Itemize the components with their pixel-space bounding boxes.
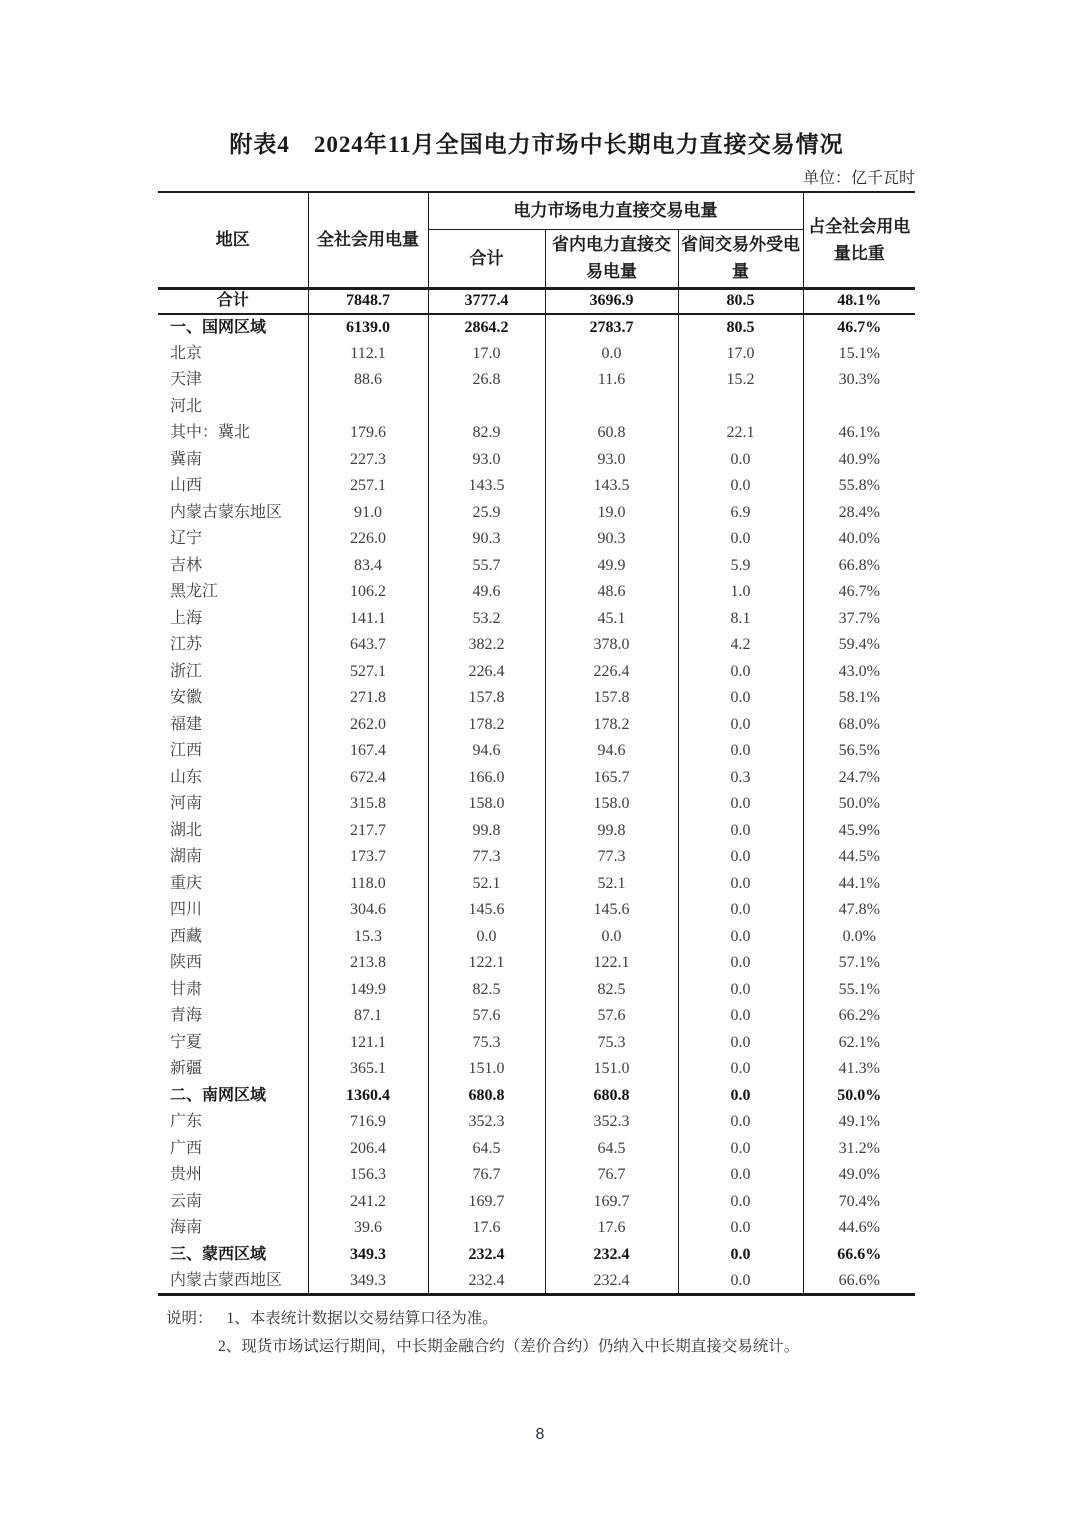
value-cell: 1.0 bbox=[678, 579, 803, 606]
value-cell: 158.0 bbox=[428, 791, 545, 818]
note-line-1 bbox=[158, 1305, 915, 1333]
value-cell bbox=[803, 394, 915, 421]
value-cell: 82.5 bbox=[545, 977, 678, 1004]
table-row bbox=[158, 1189, 915, 1216]
region-cell: 山东 bbox=[158, 765, 308, 792]
table-row bbox=[158, 553, 915, 580]
value-cell: 352.3 bbox=[545, 1109, 678, 1136]
value-cell: 217.7 bbox=[308, 818, 428, 845]
region-cell: 重庆 bbox=[158, 871, 308, 898]
value-cell: 76.7 bbox=[428, 1162, 545, 1189]
value-cell: 0.0 bbox=[678, 1162, 803, 1189]
value-cell: 0.0 bbox=[678, 712, 803, 739]
value-cell: 112.1 bbox=[308, 341, 428, 368]
value-cell: 49.1% bbox=[838, 1113, 880, 1131]
value-cell: 66.6% bbox=[838, 1271, 880, 1289]
region-cell: 黑龙江 bbox=[158, 579, 308, 606]
value-cell: 82.5 bbox=[428, 977, 545, 1004]
value-cell bbox=[428, 394, 545, 421]
value-cell: 271.8 bbox=[308, 685, 428, 712]
table-row bbox=[158, 606, 915, 633]
region-cell: 江西 bbox=[158, 738, 308, 765]
value-cell: 0.0 bbox=[678, 447, 803, 474]
value-cell: 3777.4 bbox=[428, 288, 545, 314]
value-cell: 64.5 bbox=[428, 1136, 545, 1163]
region-cell: 北京 bbox=[158, 341, 308, 368]
value-cell: 55.1% bbox=[838, 980, 880, 998]
value-cell: 62.1% bbox=[838, 1033, 880, 1051]
value-cell: 94.6 bbox=[545, 738, 678, 765]
region-cell: 河北 bbox=[158, 394, 308, 421]
value-cell: 643.7 bbox=[308, 632, 428, 659]
value-cell: 70.4% bbox=[838, 1192, 880, 1210]
value-cell: 672.4 bbox=[308, 765, 428, 792]
value-cell: 157.8 bbox=[545, 685, 678, 712]
value-cell: 59.4% bbox=[838, 636, 880, 654]
value-cell: 58.1% bbox=[838, 689, 880, 707]
value-cell: 349.3 bbox=[308, 1268, 428, 1295]
value-cell: 83.4 bbox=[308, 553, 428, 580]
table-row bbox=[158, 1003, 915, 1030]
region-cell: 河南 bbox=[158, 791, 308, 818]
value-cell: 0.0 bbox=[678, 1215, 803, 1242]
region-cell: 湖北 bbox=[158, 818, 308, 845]
value-cell: 262.0 bbox=[308, 712, 428, 739]
note-item-2: 2、现货市场试运行期间，中长期金融合约（差价合约）仍纳入中长期直接交易统计。 bbox=[218, 1338, 800, 1355]
value-cell: 93.0 bbox=[428, 447, 545, 474]
value-cell: 11.6 bbox=[545, 367, 678, 394]
document-content bbox=[158, 0, 915, 1361]
value-cell: 141.1 bbox=[308, 606, 428, 633]
value-cell: 232.4 bbox=[545, 1242, 678, 1269]
value-cell: 143.5 bbox=[545, 473, 678, 500]
region-cell: 内蒙古蒙东地区 bbox=[158, 500, 308, 527]
value-cell: 57.1% bbox=[838, 954, 880, 972]
value-cell: 241.2 bbox=[308, 1189, 428, 1216]
value-cell: 75.3 bbox=[428, 1030, 545, 1057]
value-cell: 173.7 bbox=[308, 844, 428, 871]
value-cell: 0.0 bbox=[678, 1242, 803, 1269]
value-cell: 60.8 bbox=[545, 420, 678, 447]
table-row bbox=[158, 765, 915, 792]
table-row bbox=[158, 950, 915, 977]
value-cell: 77.3 bbox=[545, 844, 678, 871]
region-cell: 海南 bbox=[158, 1215, 308, 1242]
value-cell: 167.4 bbox=[308, 738, 428, 765]
region-cell: 吉林 bbox=[158, 553, 308, 580]
value-cell: 0.0 bbox=[678, 1083, 803, 1110]
table-row bbox=[158, 897, 915, 924]
region-cell: 浙江 bbox=[158, 659, 308, 686]
region-cell: 广东 bbox=[158, 1109, 308, 1136]
value-cell: 52.1 bbox=[428, 871, 545, 898]
region-cell: 山西 bbox=[158, 473, 308, 500]
value-cell: 49.6 bbox=[428, 579, 545, 606]
value-cell: 0.0 bbox=[678, 738, 803, 765]
value-cell: 90.3 bbox=[428, 526, 545, 553]
value-cell: 527.1 bbox=[308, 659, 428, 686]
value-cell: 226.4 bbox=[428, 659, 545, 686]
value-cell bbox=[308, 394, 428, 421]
value-cell: 1360.4 bbox=[308, 1083, 428, 1110]
header-row-top bbox=[158, 192, 915, 229]
value-cell: 26.8 bbox=[428, 367, 545, 394]
value-cell: 0.0 bbox=[678, 659, 803, 686]
value-cell: 143.5 bbox=[428, 473, 545, 500]
table-row bbox=[158, 685, 915, 712]
region-cell: 贵州 bbox=[158, 1162, 308, 1189]
value-cell: 87.1 bbox=[308, 1003, 428, 1030]
value-cell: 226.0 bbox=[308, 526, 428, 553]
power-trading-table bbox=[158, 191, 915, 1296]
table-row bbox=[158, 473, 915, 500]
table-row bbox=[158, 844, 915, 871]
col-header-intra-provincial: 省内电力直接交易电量 bbox=[545, 229, 678, 288]
value-cell: 0.0 bbox=[678, 791, 803, 818]
value-cell: 0.0 bbox=[678, 685, 803, 712]
table-row bbox=[158, 314, 915, 341]
value-cell: 151.0 bbox=[545, 1056, 678, 1083]
value-cell: 57.6 bbox=[545, 1003, 678, 1030]
value-cell: 4.2 bbox=[678, 632, 803, 659]
value-cell: 0.0 bbox=[678, 950, 803, 977]
region-cell: 内蒙古蒙西地区 bbox=[158, 1268, 308, 1295]
table-row bbox=[158, 420, 915, 447]
table-row bbox=[158, 1162, 915, 1189]
notes-label: 说明： bbox=[166, 1310, 213, 1327]
value-cell: 17.0 bbox=[428, 341, 545, 368]
region-cell: 辽宁 bbox=[158, 526, 308, 553]
value-cell: 99.8 bbox=[545, 818, 678, 845]
value-cell: 0.3 bbox=[678, 765, 803, 792]
value-cell: 0.0 bbox=[678, 1136, 803, 1163]
table-row bbox=[158, 1215, 915, 1242]
region-cell: 青海 bbox=[158, 1003, 308, 1030]
value-cell: 213.8 bbox=[308, 950, 428, 977]
value-cell: 149.9 bbox=[308, 977, 428, 1004]
table-row bbox=[158, 288, 915, 314]
region-cell: 二、南网区域 bbox=[158, 1083, 308, 1110]
value-cell: 66.2% bbox=[838, 1007, 880, 1025]
col-header-share: 占全社会用电量比重 bbox=[803, 192, 915, 288]
region-cell: 冀南 bbox=[158, 447, 308, 474]
value-cell: 53.2 bbox=[428, 606, 545, 633]
note-item-1: 1、本表统计数据以交易结算口径为准。 bbox=[226, 1310, 498, 1327]
value-cell: 6.9 bbox=[678, 500, 803, 527]
value-cell: 680.8 bbox=[545, 1083, 678, 1110]
value-cell: 0.0 bbox=[678, 1109, 803, 1136]
value-cell: 46.7% bbox=[837, 318, 882, 336]
value-cell: 5.9 bbox=[678, 553, 803, 580]
value-cell: 227.3 bbox=[308, 447, 428, 474]
value-cell: 232.4 bbox=[428, 1242, 545, 1269]
value-cell: 0.0 bbox=[678, 818, 803, 845]
value-cell: 45.9% bbox=[838, 821, 880, 839]
unit-label: 单位：亿千瓦时 bbox=[802, 170, 915, 187]
value-cell: 156.3 bbox=[308, 1162, 428, 1189]
value-cell: 232.4 bbox=[545, 1268, 678, 1295]
value-cell: 106.2 bbox=[308, 579, 428, 606]
value-cell: 122.1 bbox=[545, 950, 678, 977]
value-cell: 257.1 bbox=[308, 473, 428, 500]
value-cell: 28.4% bbox=[838, 503, 880, 521]
col-header-region: 地区 bbox=[158, 192, 308, 288]
value-cell: 77.3 bbox=[428, 844, 545, 871]
value-cell: 66.6% bbox=[837, 1245, 882, 1263]
table-row bbox=[158, 1242, 915, 1269]
value-cell: 94.6 bbox=[428, 738, 545, 765]
value-cell: 0.0 bbox=[545, 924, 678, 951]
value-cell: 0.0 bbox=[428, 924, 545, 951]
region-cell: 安徽 bbox=[158, 685, 308, 712]
table-row bbox=[158, 526, 915, 553]
value-cell: 349.3 bbox=[308, 1242, 428, 1269]
value-cell: 40.0% bbox=[838, 530, 880, 548]
value-cell bbox=[545, 394, 678, 421]
region-cell: 四川 bbox=[158, 897, 308, 924]
value-cell: 716.9 bbox=[308, 1109, 428, 1136]
region-cell: 合计 bbox=[158, 288, 308, 314]
value-cell: 68.0% bbox=[838, 715, 880, 733]
value-cell: 2864.2 bbox=[428, 314, 545, 341]
region-cell: 一、国网区域 bbox=[158, 314, 308, 341]
table-row bbox=[158, 341, 915, 368]
value-cell: 7848.7 bbox=[308, 288, 428, 314]
value-cell: 206.4 bbox=[308, 1136, 428, 1163]
table-notes bbox=[158, 1305, 915, 1361]
value-cell: 48.6 bbox=[545, 579, 678, 606]
table-row bbox=[158, 500, 915, 527]
col-header-inter-provincial: 省间交易外受电量 bbox=[678, 229, 803, 288]
value-cell: 19.0 bbox=[545, 500, 678, 527]
value-cell: 365.1 bbox=[308, 1056, 428, 1083]
value-cell: 0.0 bbox=[678, 473, 803, 500]
table-row bbox=[158, 447, 915, 474]
value-cell: 145.6 bbox=[428, 897, 545, 924]
value-cell: 352.3 bbox=[428, 1109, 545, 1136]
value-cell: 0.0 bbox=[678, 1003, 803, 1030]
region-cell: 三、蒙西区域 bbox=[158, 1242, 308, 1269]
value-cell: 378.0 bbox=[545, 632, 678, 659]
table-row bbox=[158, 1083, 915, 1110]
value-cell: 37.7% bbox=[838, 609, 880, 627]
value-cell: 41.3% bbox=[838, 1060, 880, 1078]
value-cell: 99.8 bbox=[428, 818, 545, 845]
value-cell: 169.7 bbox=[545, 1189, 678, 1216]
value-cell: 157.8 bbox=[428, 685, 545, 712]
value-cell: 48.1% bbox=[803, 288, 915, 314]
region-cell: 其中：冀北 bbox=[158, 420, 308, 447]
value-cell: 43.0% bbox=[838, 662, 880, 680]
value-cell: 2783.7 bbox=[545, 314, 678, 341]
table-row bbox=[158, 1109, 915, 1136]
value-cell: 44.6% bbox=[838, 1219, 880, 1237]
value-cell: 315.8 bbox=[308, 791, 428, 818]
value-cell: 15.1% bbox=[838, 344, 880, 362]
value-cell: 6139.0 bbox=[308, 314, 428, 341]
table-row bbox=[158, 1056, 915, 1083]
value-cell: 49.9 bbox=[545, 553, 678, 580]
table-row bbox=[158, 791, 915, 818]
table-row bbox=[158, 1136, 915, 1163]
value-cell: 178.2 bbox=[428, 712, 545, 739]
region-cell: 广西 bbox=[158, 1136, 308, 1163]
value-cell bbox=[678, 394, 803, 421]
page-title: 附表4 2024年11月全国电力市场中长期电力直接交易情况 bbox=[229, 132, 844, 157]
value-cell: 0.0 bbox=[678, 897, 803, 924]
value-cell: 30.3% bbox=[838, 371, 880, 389]
value-cell: 15.3 bbox=[308, 924, 428, 951]
value-cell: 56.5% bbox=[838, 742, 880, 760]
value-cell: 166.0 bbox=[428, 765, 545, 792]
value-cell: 52.1 bbox=[545, 871, 678, 898]
table-row bbox=[158, 579, 915, 606]
value-cell: 0.0 bbox=[678, 526, 803, 553]
region-cell: 陕西 bbox=[158, 950, 308, 977]
table-row bbox=[158, 394, 915, 421]
value-cell: 0.0 bbox=[678, 1056, 803, 1083]
table-row bbox=[158, 924, 915, 951]
value-cell: 40.9% bbox=[838, 450, 880, 468]
value-cell: 0.0 bbox=[545, 341, 678, 368]
table-row bbox=[158, 1268, 915, 1295]
col-header-total-consumption: 全社会用电量 bbox=[308, 192, 428, 288]
value-cell: 232.4 bbox=[428, 1268, 545, 1295]
value-cell: 31.2% bbox=[838, 1139, 880, 1157]
region-cell: 新疆 bbox=[158, 1056, 308, 1083]
value-cell: 66.8% bbox=[838, 556, 880, 574]
value-cell: 0.0 bbox=[678, 924, 803, 951]
value-cell: 680.8 bbox=[428, 1083, 545, 1110]
value-cell: 304.6 bbox=[308, 897, 428, 924]
value-cell: 17.6 bbox=[428, 1215, 545, 1242]
region-cell: 宁夏 bbox=[158, 1030, 308, 1057]
table-row bbox=[158, 712, 915, 739]
value-cell: 0.0 bbox=[678, 1268, 803, 1295]
table-row bbox=[158, 367, 915, 394]
region-cell: 甘肃 bbox=[158, 977, 308, 1004]
value-cell: 15.2 bbox=[678, 367, 803, 394]
value-cell: 169.7 bbox=[428, 1189, 545, 1216]
value-cell: 47.8% bbox=[838, 901, 880, 919]
value-cell: 122.1 bbox=[428, 950, 545, 977]
region-cell: 江苏 bbox=[158, 632, 308, 659]
value-cell: 55.7 bbox=[428, 553, 545, 580]
region-cell: 湖南 bbox=[158, 844, 308, 871]
col-header-subtotal: 合计 bbox=[428, 229, 545, 288]
value-cell: 0.0% bbox=[842, 927, 876, 945]
value-cell: 3696.9 bbox=[545, 288, 678, 314]
value-cell: 0.0 bbox=[678, 844, 803, 871]
value-cell: 90.3 bbox=[545, 526, 678, 553]
page-number: 8 bbox=[535, 1426, 545, 1443]
table-row bbox=[158, 632, 915, 659]
region-cell: 福建 bbox=[158, 712, 308, 739]
value-cell: 17.6 bbox=[545, 1215, 678, 1242]
value-cell: 75.3 bbox=[545, 1030, 678, 1057]
region-cell: 上海 bbox=[158, 606, 308, 633]
value-cell: 46.1% bbox=[838, 424, 880, 442]
region-cell: 天津 bbox=[158, 367, 308, 394]
table-row bbox=[158, 818, 915, 845]
table-row bbox=[158, 738, 915, 765]
table-row bbox=[158, 1030, 915, 1057]
table-row bbox=[158, 977, 915, 1004]
value-cell: 25.9 bbox=[428, 500, 545, 527]
value-cell: 24.7% bbox=[838, 768, 880, 786]
table-row bbox=[158, 871, 915, 898]
value-cell: 44.5% bbox=[838, 848, 880, 866]
value-cell: 8.1 bbox=[678, 606, 803, 633]
value-cell: 0.0 bbox=[678, 871, 803, 898]
value-cell: 0.0 bbox=[678, 1030, 803, 1057]
value-cell: 91.0 bbox=[308, 500, 428, 527]
value-cell: 178.2 bbox=[545, 712, 678, 739]
value-cell: 17.0 bbox=[678, 341, 803, 368]
value-cell: 179.6 bbox=[308, 420, 428, 447]
value-cell: 39.6 bbox=[308, 1215, 428, 1242]
value-cell: 50.0% bbox=[838, 795, 880, 813]
value-cell: 145.6 bbox=[545, 897, 678, 924]
value-cell: 158.0 bbox=[545, 791, 678, 818]
value-cell: 382.2 bbox=[428, 632, 545, 659]
value-cell: 80.5 bbox=[678, 314, 803, 341]
value-cell: 44.1% bbox=[838, 874, 880, 892]
value-cell: 64.5 bbox=[545, 1136, 678, 1163]
value-cell: 226.4 bbox=[545, 659, 678, 686]
value-cell: 57.6 bbox=[428, 1003, 545, 1030]
value-cell: 121.1 bbox=[308, 1030, 428, 1057]
value-cell: 22.1 bbox=[678, 420, 803, 447]
value-cell: 88.6 bbox=[308, 367, 428, 394]
value-cell: 45.1 bbox=[545, 606, 678, 633]
value-cell: 80.5 bbox=[678, 288, 803, 314]
value-cell: 49.0% bbox=[838, 1166, 880, 1184]
value-cell: 165.7 bbox=[545, 765, 678, 792]
region-cell: 云南 bbox=[158, 1189, 308, 1216]
value-cell: 0.0 bbox=[678, 1189, 803, 1216]
value-cell: 55.8% bbox=[838, 477, 880, 495]
col-header-market-trade-group: 电力市场电力直接交易电量 bbox=[428, 192, 803, 229]
value-cell: 76.7 bbox=[545, 1162, 678, 1189]
value-cell: 82.9 bbox=[428, 420, 545, 447]
table-row bbox=[158, 659, 915, 686]
value-cell: 0.0 bbox=[678, 977, 803, 1004]
value-cell: 151.0 bbox=[428, 1056, 545, 1083]
region-cell: 西藏 bbox=[158, 924, 308, 951]
value-cell: 46.7% bbox=[838, 583, 880, 601]
value-cell: 118.0 bbox=[308, 871, 428, 898]
value-cell: 50.0% bbox=[837, 1086, 882, 1104]
value-cell: 93.0 bbox=[545, 447, 678, 474]
